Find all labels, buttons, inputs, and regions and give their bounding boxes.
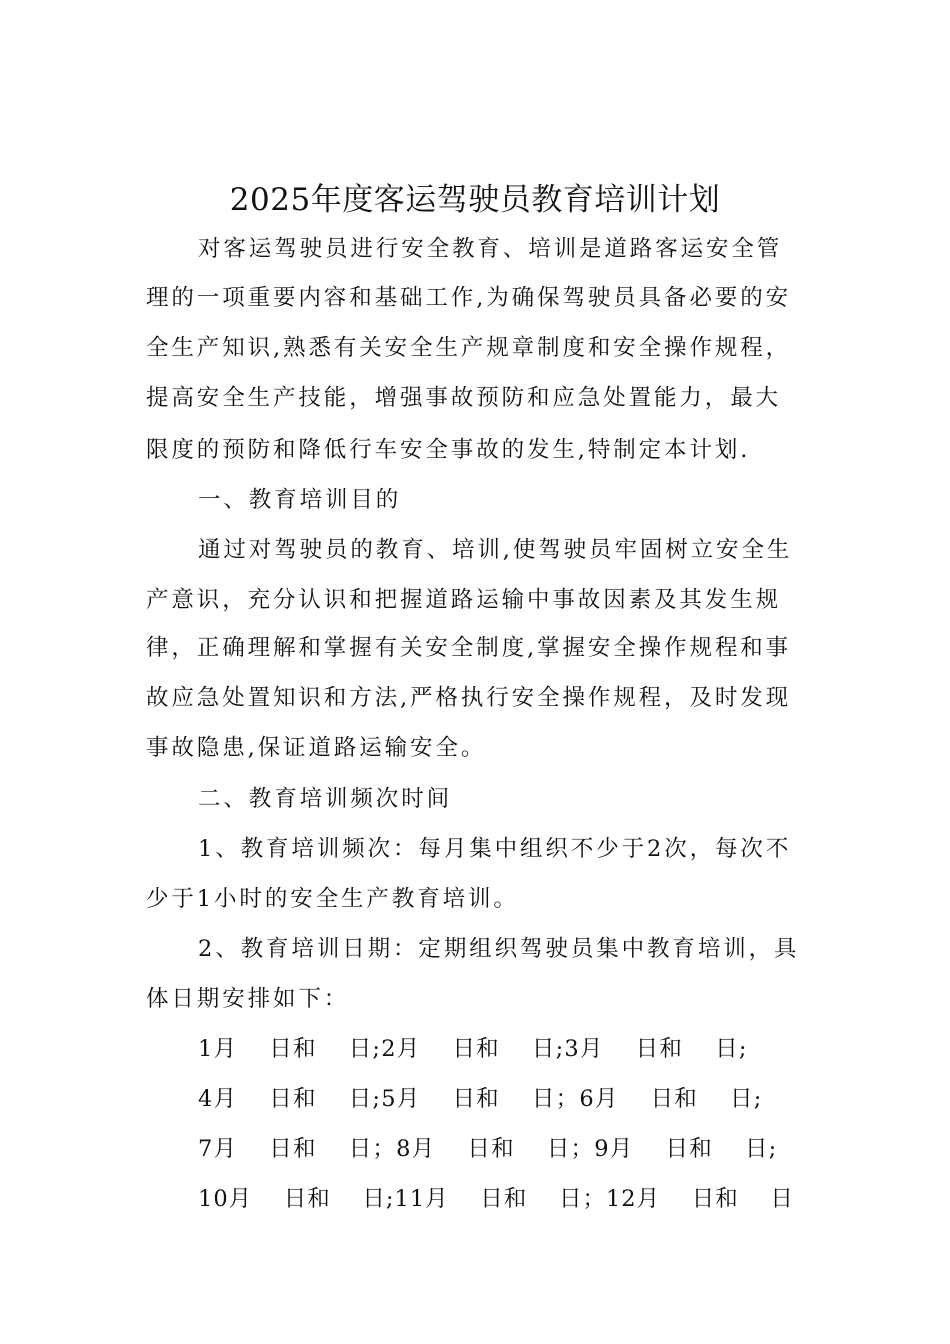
paragraph-line: 事故隐患,保证道路运输安全。 [146,735,487,761]
paragraph-line: 律，正确理解和掌握有关安全制度,掌握安全操作规程和事 [146,635,792,661]
paragraph-line: 故应急处置知识和方法,严格执行安全操作规程，及时发现 [146,685,792,711]
paragraph-line: 1、教育培训频次：每月集中组织不少于2次，每次不 [198,836,792,862]
schedule-line: 7月 日和 日；8月 日和 日；9月 日和 日; [198,1136,778,1162]
document-title: 2025年度客运驾驶员教育培训计划 [229,182,721,218]
schedule-line: 1月 日和 日;2月 日和 日;3月 日和 日; [198,1036,748,1062]
paragraph-line: 产意识，充分认识和把握道路运输中事故因素及其发生规 [146,587,782,613]
paragraph-line: 2、教育培训日期：定期组织驾驶员集中教育培训，具 [198,936,800,962]
paragraph-line: 通过对驾驶员的教育、培训,使驾驶员牢固树立安全生 [198,537,793,563]
schedule-line: 4月 日和 日;5月 日和 日；6月 日和 日; [198,1086,763,1112]
paragraph-line: 对客运驾驶员进行安全教育、培训是道路客运安全管 [198,236,783,262]
schedule-line: 10月 日和 日;11月 日和 日；12月 日和 日 [198,1186,794,1212]
paragraph-line: 少于1小时的安全生产教育培训。 [146,886,519,912]
section-heading: 二、教育培训频次时间 [198,786,453,812]
paragraph-line: 理的一项重要内容和基础工作,为确保驾驶员具备必要的安 [146,285,792,311]
paragraph-line: 体日期安排如下： [146,986,350,1012]
section-heading: 一、教育培训目的 [198,487,402,513]
paragraph-line: 限度的预防和降低行车安全事故的发生,特制定本计划. [146,437,751,463]
paragraph-line: 提高安全生产技能，增强事故预防和应急处置能力，最大 [146,385,782,411]
paragraph-line: 全生产知识,熟悉有关安全生产规章制度和安全操作规程， [146,335,792,361]
